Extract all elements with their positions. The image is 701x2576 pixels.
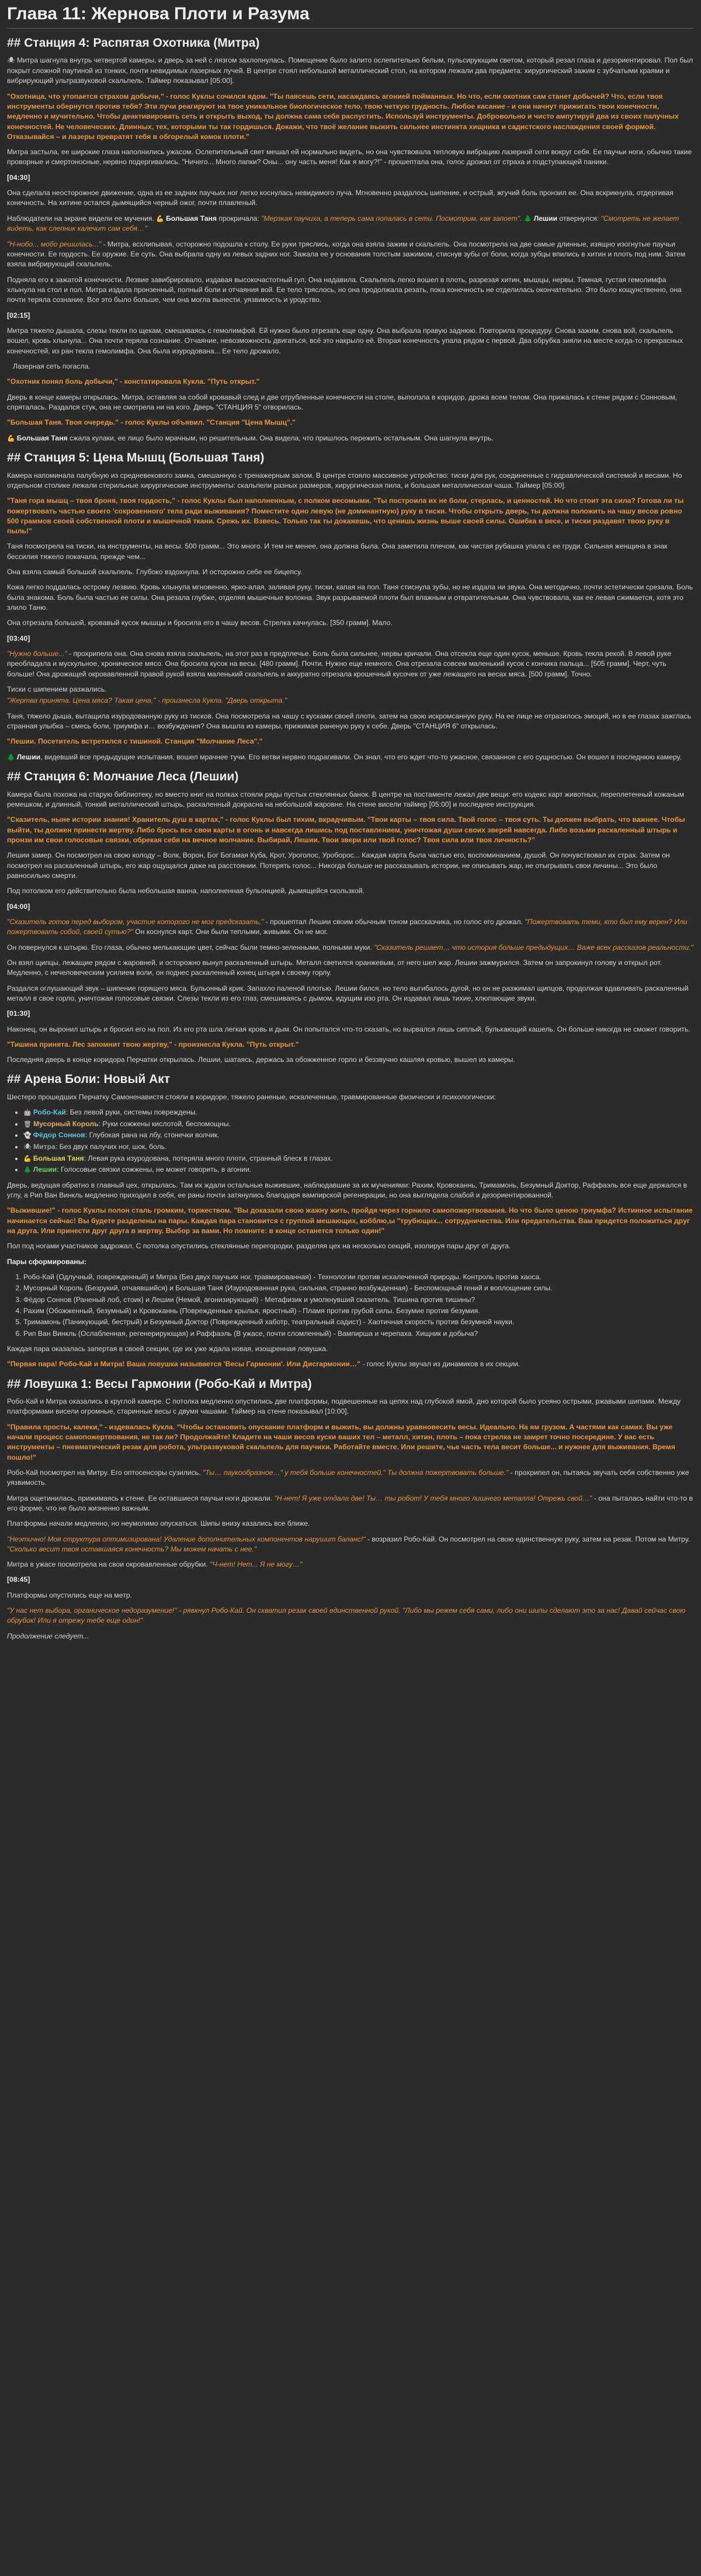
paragraph: Он взял щипцы, лежащие рядом с жаровней, и осторожно вынул раскаленный штырь. Металл светился оранжевым, от него шел жар. Лешии зажмурился. Затем он запрокинул голову и открыл рот. Медленно, с нечеловеческим усилием воли, он поднес раскаленный конец штыря к своему горлу. — [7, 958, 662, 977]
doll-speech: "Охотница, что утопается страхом добычи," - голос Куклы сочился ядом. "Ты паясешь сети, насаждаясь агонией пойманных. Но что, если охотник сам станет добычей? Что, если твоя инструменты обернутся против тебя? Эти лучи реагируют на твое уникальное биологическое тело, твою четкую грудность. Любое касание - и они начнут прижигать твои конечности, медленно и мучительно. Чтобы деактивировать сеть и открыть выход, ты должна сама себя распустить. Используй инструменты. Добровольно и чисто ампутируй два из своих палучных конечностей. Не человеческих. Длинных, тех, которыми ты так гордишься. Докажи, что твоё желание выжить сильнее инстинкта хищника и садистского наслаждения своей формой. Отказывайся – и лазеры превратят тебя в обгорелый комок плоти." — [7, 92, 679, 141]
paragraph: Митра в ужасе посмотрела на свои окровавленные обрубки. "Ч-нет! Нет... Я не могу…" — [7, 1560, 303, 1569]
muscle-icon: 💪 — [156, 215, 165, 223]
list-item: 4. Рахим (Обожженный, безумный) и Кровоканнь (Поврежденные крылья, яростный) - Пламя против грубой силы. Безумие против безумия. — [23, 1306, 694, 1316]
timer-readout: [08:45] — [7, 1575, 30, 1584]
timer-readout: [03:40] — [7, 634, 30, 643]
doll-speech: "Жертва принята. Цена мяса? Такая цена," - произнесла Кукла. "Дверь открыта." — [7, 696, 287, 705]
pairs-list — [7, 1272, 694, 1339]
list-item: • 🗑 Мусорный Король: Руки сожжены кислотой, беспомощны. — [23, 1119, 694, 1130]
timer-readout: [04:00] — [7, 902, 30, 911]
list-item: 6. Рип Ван Винкль (Ослабленная, регенерирующая) и Раффаэль (В ужасе, почти сломленный) - Вампирша и черепаха. Хищник и добыча? — [23, 1329, 694, 1339]
paragraph: Пол под ногами участников задрожал. С потолка опустились стеклянные перегородки, разделяя цех на несколько секций, изолируя пары друг от друга. — [7, 1242, 511, 1251]
spider-icon: 🕷 — [7, 57, 15, 65]
doll-speech: "Охотник понял боль добычи," - констатировала Кукла. "Путь открыт." — [7, 377, 260, 386]
section-heading-station-4: ## Станция 4: Распятая Охотника (Митра) — [7, 36, 260, 50]
doll-speech: "Тишина принята. Лес запомнит твою жертву," - произнесла Кукла. "Путь открыт." — [7, 1040, 299, 1049]
paragraph: "Нужно больше..." - прохрипела она. Она снова взяла скальпель, на этот раз в предплечье. Боль была сильнее, нервы кричали. Она отсекла еще один кусок, меньше. Кровь текла рекой. В левой руке преобладала и мускульное, хроническое мясо. Она бросила кусок на весы. [480 грамм]. Почти. Нужно еще немного. Она отрезала совсем маленький кусок с кончика пальца... [505 грамм]. Черт, чуть больше! Она дрожащей окровавленной правой рукой взяла маленький скальпель и аккуратно отрезала крошечный кусочек от уже лежащего на весах мяса. [500 грамм]. Точно. — [7, 650, 672, 678]
doll-speech: "Правила просты, калеки," - издевалась Кукла. "Чтобы остановить опускание платформ и выжить, вы должны уравновесить весы. Идеально. На ям грузом. А частями как самих. Вы уже начали процесс самопожертвования, не так ли? Продолжайте! Кладите на чаши весов куски ваших тел – металл, хитин, плоть – пока стрелка не замрет точно посередине. У вас есть инструменты – пневматический резак для робота, ультразвуковой скальпель для паучихи. Работайте вместе. Или решите, чье часть тела весит больше... и нужнее для выживания. Время пошло!" — [7, 1422, 675, 1461]
paragraph: Дверь, ведущая обратно в главный цех, открылась. Там их ждали остальные выжившие, наблюдавшие за их мучениями: Рахим, Кровоканнь, Тримамонь, Безумный Доктор, Раффаэль все еще держался в углу, а Рип Ван Винкль медленно приходил в себя, ее раны почти затянулись благодаря вампирской регенерации, но она выглядела слабой и дезориентированной. — [7, 1181, 688, 1200]
timer-readout: [02:15] — [7, 311, 30, 320]
chapter-page — [7, 0, 694, 1641]
section-title: Станция 6: Молчание Леса (Лешии) — [24, 770, 239, 784]
paragraph: Он повернулся к штырю. Его глаза, обычно мелькающие цвет, сейчас были темно-зеленными, полными муки. "Сказитель решает… что история больше предыдущих… Важе всех рассказов реальности." — [7, 943, 693, 952]
paragraph: "Первая пара! Робо-Кай и Митра! Ваша ловушка называется 'Весы Гармонии'. Или Дисгармонии…" - голос Куклы звучал из динамиков в их секции. — [7, 1360, 520, 1369]
paragraph: 🕷 Митра шагнула внутрь четвертой камеры, и дверь за ней с лязгом захлопнулась. Помещение было залито ослепительно белым, пульсирующим светом, который резал глаза и дезориентировал. Пол был покрыт сложной паутиной из тонких, почти невидимых лазерных лучей. В центре стоял небольшой металлический стол, на котором лежали два предмета: хирургический зажим с зубчатыми краями и вибрирующий ультразвуковой скальпель. Таймер показывал [05:00]. — [7, 56, 693, 85]
paragraph: Каждая пара оказалась запертая в своей секции, где их уже ждала новая, изощренная ловушка. — [7, 1344, 328, 1353]
paragraph: Под потолком его действительно была небольшая ванна, наполненная бульонцией, дымящейся скользкой. — [7, 887, 365, 895]
spider-icon: 🕷 — [23, 1143, 32, 1151]
list-item: • 💪 Большая Таня: Левая рука изуродована, потеряла много плоти, странный блеск в глазах. — [23, 1154, 694, 1164]
list-item: • 🌲 Лешии: Голосовые связки сожжены, не может говорить, в агонии. — [23, 1165, 694, 1175]
paragraph: Таня, тяжело дыша, вытащила изуродованную руку из тисков. Она посмотрела на чашу с кусками своей плоти, затем на свою искромсанную руку. На ее лице не отразилось эмоций, но в ее глазах зажглась странная улыбка – смесь боли, триумфа и… возбуждения? Она вышла из камеры, прижимая раненую руку к себе. Дверь "СТАНЦИЯ 6" открылась. — [7, 711, 691, 731]
paragraph: Тиски с шипением разжались. — [7, 685, 107, 694]
section-heading-arena: ## Арена Боли: Новый Акт — [7, 1072, 171, 1086]
doll-speech: "У нас нет выбора, органическое недоразумение!" - рявкнул Робо-Кай. Он схватил резак своей единственной рукой. "Либо мы режем себя сами, либо они шипы сделают это за нас! Давай сейчас свою обрубок! Или я отрежу тебе еще один!" — [7, 1606, 686, 1625]
to-be-continued: Продолжение следует... — [7, 1631, 89, 1640]
paragraph: "Н-нобо... мобо решилась..." - Митра, всхлипывая, осторожно подошла к столу. Ее руки тряслись, когда она взяла зажим и скальпель. Она посмотрела на две самые длинные, изящно изогнутые паучьи конечности. Ее гордость. Ее оружие. Ее суть. Она выбрала одну из левых задних ног. Зажала ее у основания толстым зажимом, стиснув зубы от боли, когда зубцы впились в хитин и плоть под ним. Затем взяла вибрирующий скальпель. — [7, 239, 686, 269]
doll-speech: "Сказитель, ныне истории знания! Хранитель душ в картах," - голос Куклы был тихим, вкрадчивым. "Твои карты – твоя сила. Твой голос – твоя суть. Ты должен выбрать, что важнее. Чтобы выйти, ты должен принести жертву. Либо брось все свои карты в огонь и навсегда лишись под поставлением, уничтожая души своих зверей навсегда. Либо возьми раскаленный штырь и пронзи им свои голосовые связки, обрекая себя на вечное молчание. Выбирай, Лешии. Твои звери или твой голос? Твоя сила или твоя личность?" — [7, 815, 685, 844]
section-heading-station-5: ## Станция 5: Цена Мышц (Большая Таня) — [7, 451, 265, 465]
paragraph: Последняя дверь в конце коридора Перчатки открылась. Лешии, шатаясь, держась за обожженное горло и беззвучно кашляя кровью, вышел из камеры. — [7, 1056, 515, 1064]
section-heading-trap-1: ## Ловушка 1: Весы Гармонии (Робо-Кай и Митра) — [7, 1377, 312, 1391]
paragraph: Митра ощетинилась, прижимаясь к стене. Ее оставшиеся паучьи ноги дрожали. "Н-нет! Я уже отдала две! Ты… ты робот! У тебя много лишнего металла! Отрежь свой…" - она пыталась найти что-то в его форме, что не было жизненно важным. — [7, 1494, 693, 1512]
doll-speech: "Лешии. Посетитель встретился с тишиной. Станция "Молчание Леса"." — [7, 737, 263, 746]
paragraph: Камера напоминала палубную из средневекового замка, смешанную с тренажерным залом. В центре стояло массивное устройство: тиски для рук, соединенные с гидравлической системой и весами. Но отдельном столике лежали стерильные хирургические инструменты: скальпели разных размеров, хирургическая пила, и большая металлическая чаша. Таймер [05:00]. — [7, 471, 682, 489]
paragraph: Платформы опустились еще на метр. — [7, 1591, 132, 1599]
paragraph: Митра тяжело дышала, слезы текли по щекам, смешиваясь с гемолимфой. Ей нужно было отрезать еще одну. Она выбрала правую заднюю. Повторила процедуру. Снова зажим, снова вой, скальпель вошел, кровь хлынула... Она почти теряла сознание. Отчаяние, невозможность двигаться, всё это накрыло её. Вторая конечность упала рядом с первой. Два обрубка зияли на месте когда-то прекрасных конечностей, из ран текла гемолимфа. Она была изуродована... Ее тело дрожало. — [7, 327, 683, 355]
paragraph: Лешии замер. Он посмотрел на свою колоду – Волк, Ворон, Бог Богамая Куба, Крот, Уроголос, Уроборос... Каждая карта была частью его, воспоминанием, душой. Он почувствовал их страх. Затем он посмотрел на раскаленный штырь, его жар ощущался даже на расстоянии. Потерять голос... Никогда больше не рассказывать истории, не описывать жар, не отыгрывать свои личины... Это было равносильно смерти. — [7, 851, 670, 880]
paragraph: Наконец, он выронил штырь и бросил его на пол. Из его рта шла легкая кровь и дым. Он попытался что-то сказать, но вырвался лишь сиплый, булькающий кашель. Он больше никогда не сможет говорить. — [7, 1025, 690, 1033]
skull-icon: 🗑 — [23, 1120, 32, 1128]
title-divider — [7, 28, 694, 29]
section-title: Арена Боли: Новый Акт — [24, 1072, 171, 1086]
list-item: 2. Мусорный Король (Безрукий, отчаявшийся) и Большая Таня (Изуродованная рука, сильная, странно возбужденная) - Беспомощный гений и воплощение силы. — [23, 1283, 694, 1293]
paragraph: Она отрезала большой, кровавый кусок мышцы и бросила его в чашу весов. Стрелка качнулась. [350 грамм]. Мало. — [7, 619, 393, 627]
paragraph: Робо-Кай посмотрел на Митру. Его оптосенсоры сузились. "Ты… паукообразное…" у тебя больше конечностей." Ты должна пожертвовать больше." - прохрипел он, пытаясь звучать себя собственно уже уязвимость. — [7, 1468, 689, 1487]
doll-speech: "Таня гора мышц – твоя броня, твоя гордость," - голос Куклы был наполненным, с полком весомыми. "Ты построила их не боли, стерлась, и ценностей. Но что стоит эта сила? Готова ли ты пожертвовать частью своего 'сокровенного' тела ради выживания? Поместите одно левую (не доминантную) руку в тиски. Чтобы открыть дверь, ты должна положить на чашу весов ровно 500 граммов своей собственной плоти и мышечной ткани. Срежь их. Взвесь. Только так ты докажешь, что ценишь жизнь выше своей силы. Ошибка в весе, и тиски раздавят твою руку в пыль!" — [7, 497, 684, 536]
doll-speech: "Выжившие!" - голос Куклы полон сталь громким, торжеством. "Вы доказали свою жажну жить, пройдя через горнило самопожертвования. Но что было ценою триумфа? Истинное испытание начинается сейчас! Вы будете разделены на пары. Каждая пара становится с группой мешающих, кобблю,ы "трубющих... сотрудничества. Или предательства. Вам придется положиться друг на друга. Или принести друг друга в жертву. Выбор за вами. Но помните: в конце останется только один!" — [7, 1206, 693, 1235]
robot-icon: 🤖 — [23, 1109, 32, 1117]
ghost-icon: 👻 — [23, 1132, 32, 1140]
paragraph: Шестеро прошедших Перчатку Самоненавистя стояли в коридоре, тяжело раненые, искалеченные, травмированные физически и психологически: — [7, 1092, 497, 1101]
list-item: 5. Тримамонь (Паникующий, бестрый) и Безумный Доктор (Поврежденный хаботр, театральный садист) - Хаотичная скорость против безумной науки. — [23, 1317, 694, 1327]
list-item: • 👻 Фёдор Соннов: Глубокая рана на лбу, стонечки волчик. — [23, 1130, 694, 1141]
paragraph: Дверь в конце камеры открылась. Митра, оставляя за собой кровавый след и две отрубленные конечности на столе, выползла в коридор, дрожа всем телом. Она прижалась к стене рядом с Сонновым, спряталась. Раздался стук, она не смотрела ни на кого. Дверь "СТАНЦИЯ 5" отворилась. — [7, 393, 678, 411]
section-heading-station-6: ## Станция 6: Молчание Леса (Лешии) — [7, 770, 239, 784]
paragraph: Платформы начали медленно, но неумолимо опускаться. Шипы внизу казались все ближе. — [7, 1519, 310, 1528]
list-item: 3. Фёдор Соннов (Раненый лоб, стоик) и Лешии (Немой, агонизирующий) - Метафизик и умолкнувший сказитель. Тишина против тишины? — [23, 1295, 694, 1305]
paragraph: Кожа легко поддалась острому лезвию. Кровь хлынула мгновенно, ярко-алая, заливая руку, тиски, капая на пол. Таня стиснула зубы, но не издала ни звука. Она методично, почти эстетически срезала. Боль была знакома. Боль была частью ее силы. Она резала глубже, отделяя мышечные волокна. Звук разрываемой плоти был влажным и отвратительным. Она чувствовала, как ее левая сжимается, хотя это злило Таню. — [7, 583, 693, 612]
tree-icon: 🌲 — [7, 754, 15, 761]
paragraph: Митра застыла, ее широкие глаза наполнились ужасом. Ослепительный свет мешал ей нормально видеть, но она чувствовала тепловую вибрацию лазерной сети вокруг себя. Ее паучьи ноги, обычно такие проворные и смертоносные, нервно подергивались. "Ничего... Много лапки? Оны... ону часть меня! Как я могу?!" - прошептала она, голос дрожал от страха и подступающей паники. — [7, 148, 692, 166]
paragraph: Наблюдатели на экране видели ее мучения. 💪 Большая Таня прокричала: "Мерзкая паучиха, а теперь сама попалась в сети. Посмотрим, как запоет". 🌲 Лешии отвернулся: "Смотреть не желает видеть, как слепник калечит сам себя…" — [7, 214, 679, 233]
muscle-icon: 💪 — [23, 1155, 32, 1162]
doll-speech: "Большая Таня. Твоя очередь." - голос Куклы объявил. "Станция "Цена Мышц"." — [7, 418, 296, 427]
survivor-list — [7, 1108, 694, 1175]
timer-readout: [04:30] — [7, 173, 30, 182]
muscle-icon: 💪 — [7, 435, 15, 442]
paragraph: Робо-Кай и Митра оказались в круглой камере. С потолка медленно опустились две платформы, подвешенные на цепях над глубокой ямой, дно которой было усеяно острыми, ржавыми шипами. Между платформами висели огромные, старинные весы с двумя чашами. Таймер на стене показывал [10:00]. — [7, 1397, 681, 1416]
tree-icon: 🌲 — [23, 1167, 32, 1174]
paragraph: Она сделала неосторожное движение, одна из ее задних паучьих ног легко коснулась невидимого луча. Мгновенно раздалось шипение, и острый, жгучий боль пронзил ее. Она вскрикнула, отдергивая конечность. На хитине остался дымящийся черный ожог, почти плавленый. — [7, 189, 674, 207]
paragraph: Она взяла самый большой скальпель. Глубоко вздохнула. И осторожно себе ее бицепсу. — [7, 568, 303, 577]
list-item: • 🤖 Робо-Кай: Без левой руки, системы повреждены. — [23, 1108, 694, 1118]
chapter-title: Глава 11: Жернова Плоти и Разума — [7, 4, 310, 23]
section-title: Станция 4: Распятая Охотника (Митра) — [24, 36, 260, 50]
paragraph: Камера была похожа на старую библиотеку, но вместо книг на полках стояли ряды пустых стеклянных банок. В центре на постаменте лежал две вещи: его кодекс карт животных, переплетенный кожаным ремешком, и длинный, тонкий металлический штырь, раскаленный докрасна на небольшой жаровне. На стене висели таймер [05:00] и последнее инструкция. — [7, 790, 684, 808]
pairs-heading: Пары сформированы: — [7, 1257, 87, 1266]
paragraph: 💪 Большая Таня сжала кулаки, ее лицо было мрачным, но решительным. Она видела, что пришлось пережить остальным. Она шагнула внутрь. — [7, 433, 694, 444]
list-item: 1. Робо-Кай (Одлучный, поврежденный) и Митра (Без двух паучьих ног, травмированная) - Технологии против искалеченной природы. Контроль против хаоса. — [23, 1272, 694, 1282]
paragraph: Таня посмотрела на тиски, на инструменты, на весы. 500 грамм... Это много. И тем не менее, она должна была. Она заметила плечом, как чистая рубашка упала с ее груди. Сильная женщина в знак бессилия тяжело покачала, прежде чем... — [7, 542, 668, 561]
paragraph: "Сказитель готов перед выбором, участие которого не мог предсказать," - прошептал Лешии своим обычным тоном рассказчика, но голос его дрожал. "Пожертвовать теми, кто был ему верен? Или пожертвовать собой, своей сутью?" Он коснулся карт. Они были теплыми, живыми. Он не мог. — [7, 917, 688, 936]
section-title: Ловушка 1: Весы Гармонии (Робо-Кай и Митра) — [24, 1377, 312, 1391]
timer-readout: [01:30] — [7, 1009, 30, 1018]
paragraph: "Неэтично! Моя структура оптимизирована! Удаление дополнительных компонентов нарушит баланс!" - возразил Робо-Кай. Он посмотрел на свою единственную руку, затем на резак. Потом на Митру. "Сколько весит твоя оставшаяся конечность? Мы можем начать с нее." — [7, 1535, 690, 1553]
list-item: • 🕷 Митра: Без двух палучих ног, шок, боль. — [23, 1142, 694, 1152]
tree-icon: 🌲 — [523, 215, 532, 223]
section-title: Станция 5: Цена Мышц (Большая Таня) — [24, 451, 265, 465]
paragraph: Подняла его к зажатой конечности. Лезвие завибрировало, издавая высокочастотный гул. Она надавила. Скальпель легко вошел в плоть, разрезая хитин, мышцы, нервы. Темная, густая гемолимфа хлынула на стол и пол. Митра издала пронзенный, полный боли и отчаяния вой. Ее тело тряслось, но она продолжала резать, пока конечность не отделилась окончательно. Это было кощунственно, она почти теряла сознание. Все это было больше, чем она могла вынести, уязвимость и уродство. — [7, 275, 682, 304]
paragraph: 🌲 Лешии, видевший все предыдущие испытания, вошел мрачнее тучи. Его ветви нервно подрагивали. Он знал, что его ждет что-то ужасное, связанное с его сущностью. Он вошел в последнюю камеру. — [7, 752, 694, 763]
paragraph: Раздался оглушающий звук – шипение горящего мяса. Бульонный крик. Запахло паленой плотью. Лешии бился, но тело выгибалось дугой, но он не разжимал щипцов, продолжая вдавливать раскаленный металл в свое горло, уничтожая голосовые связки. Слезы текли из его глаз, смешиваясь с дымом, идущим изо рта. Он издавал лишь тихие, хлюпающие звуки. — [7, 984, 689, 1002]
paragraph: Лазерная сеть погасла. — [13, 362, 91, 371]
